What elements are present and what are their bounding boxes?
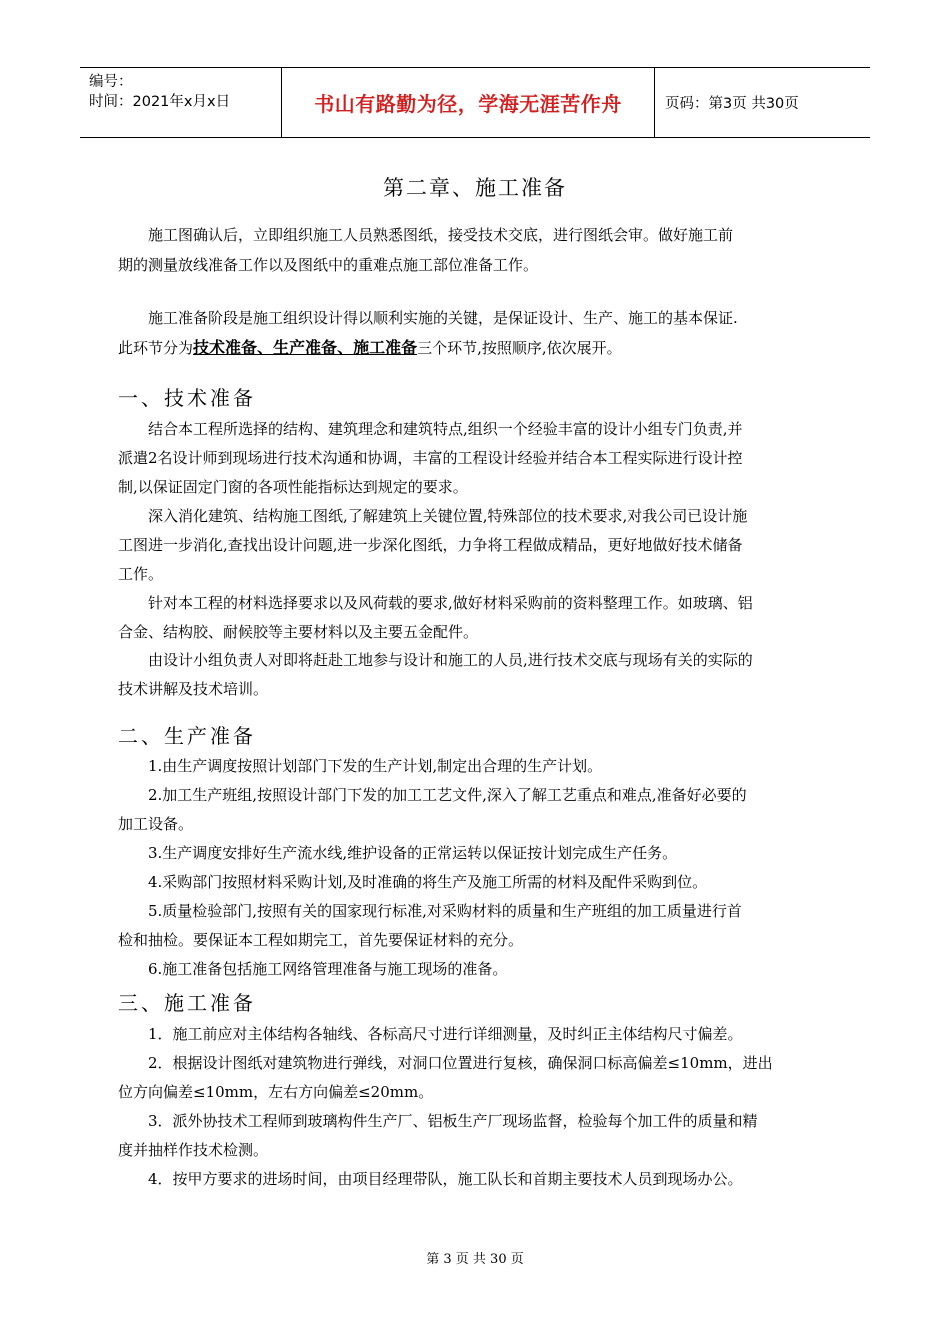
paragraph-line: 工图进一步消化,查找出设计问题,进一步深化图纸，力争将工程做成精品，更好地做好技术储备 [118,536,743,554]
document-time-label: 时间：2021年x月x日 [89,94,231,110]
list-item-continuation: 位方向偏差≤10mm，左右方向偏差≤20mm。 [118,1083,434,1101]
list-item: 1．施工前应对主体结构各轴线、各标高尺寸进行详细测量，及时纠正主体结构尺寸偏差。 [148,1025,743,1043]
section1-paragraph-1 [118,415,832,502]
paragraph-line: 深入消化建筑、结构施工图纸,了解建筑上关键位置,特殊部位的技术要求,对我公司已设计施 [148,507,748,525]
intro-paragraph-2 [118,303,832,363]
paragraph-line: 派遣2名设计师到现场进行技术沟通和协调，丰富的工程设计经验并结合本工程实际进行设计控 [118,449,743,467]
keyword-separator: 、 [337,338,354,357]
list-item-continuation: 度并抽样作技术检测。 [118,1141,269,1159]
paragraph-line: 技术讲解及技术培训。 [118,680,269,698]
section1-paragraph-4 [118,646,832,704]
paragraph-line: 结合本工程所选择的结构、建筑理念和建筑特点,组织一个经验丰富的设计小组专门负责,并 [148,420,743,438]
header-page-info: 页码：第3页 共30页 [665,96,799,112]
list-item-continuation: 加工设备。 [118,815,194,833]
text-fragment: 三个环节,按照顺序,依次展开。 [417,339,622,357]
list-item: 2.加工生产班组,按照设计部门下发的加工工艺文件,深入了解工艺重点和难点,准备好必要的 [148,786,747,804]
document-number-label: 编号： [89,74,133,90]
paragraph-line: 由设计小组负责人对即将赶赴工地参与设计和施工的人员,进行技术交底与现场有关的实际的 [148,651,753,669]
page-footer: 第 3 页 共 30 页 [426,1252,524,1267]
section1-paragraph-3 [118,589,832,647]
keyword-production-prep: 生产准备 [273,338,338,357]
list-item: 4．按甲方要求的进场时间，由项目经理带队，施工队长和首期主要技术人员到现场办公。 [148,1170,743,1188]
list-item: 3.生产调度安排好生产流水线,维护设备的正常运转以保证按计划完成生产任务。 [148,844,678,862]
section3-list [118,1020,832,1194]
chapter-title: 第二章、施工准备 [383,176,567,200]
intro-paragraph-1 [118,220,832,280]
paragraph-line: 制,以保证固定门窗的各项性能指标达到规定的要求。 [118,478,468,496]
paragraph-line: 合金、结构胶、耐候胶等主要材料以及主要五金配件。 [118,623,479,641]
section2-list [118,752,832,984]
header-meta [80,68,282,137]
header-motto-cell [282,68,655,137]
keyword-technical-prep: 技术准备 [193,338,258,357]
list-item-continuation: 检和抽检。要保证本工程如期完工，首先要保证材料的充分。 [118,931,524,949]
list-item: 2．根据设计图纸对建筑物进行弹线，对洞口位置进行复核，确保洞口标高偏差≤10mm，进出 [148,1054,773,1072]
section-heading-construction: 三、施工准备 [118,991,256,1015]
paragraph-line: 针对本工程的材料选择要求以及风荷载的要求,做好材料采购前的资料整理工作。如玻璃、铝 [148,594,753,612]
paragraph-line: 工作。 [118,565,164,583]
paragraph-line: 施工图确认后，立即组织施工人员熟悉图纸，接受技术交底，进行图纸会审。做好施工前 [148,226,734,244]
section-heading-technical: 一、技术准备 [118,386,256,410]
list-item: 1.由生产调度按照计划部门下发的生产计划,制定出合理的生产计划。 [148,757,603,775]
section-heading-production: 二、生产准备 [118,724,256,748]
list-item: 3．派外协技术工程师到玻璃构件生产厂、铝板生产厂现场监督，检验每个加工件的质量和精 [148,1112,758,1130]
paragraph-line-keywords [118,333,832,363]
text-fragment: 此环节分为 [118,339,194,357]
keyword-construction-prep: 施工准备 [353,338,418,357]
section1-paragraph-2 [118,502,832,589]
paragraph-line: 施工准备阶段是施工组织设计得以顺利实施的关键，是保证设计、生产、施工的基本保证. [148,309,738,327]
keyword-separator: 、 [257,338,274,357]
list-item: 6.施工准备包括施工网络管理准备与施工现场的准备。 [148,960,508,978]
list-item: 5.质量检验部门,按照有关的国家现行标准,对采购材料的质量和生产班组的加工质量进行首 [148,902,742,920]
page-header [80,67,870,138]
paragraph-line: 期的测量放线准备工作以及图纸中的重难点施工部位准备工作。 [118,256,539,274]
list-item: 4.采购部门按照材料采购计划,及时准确的将生产及施工所需的材料及配件采购到位。 [148,873,708,891]
header-motto: 书山有路勤为径，学海无涯苦作舟 [314,92,622,116]
